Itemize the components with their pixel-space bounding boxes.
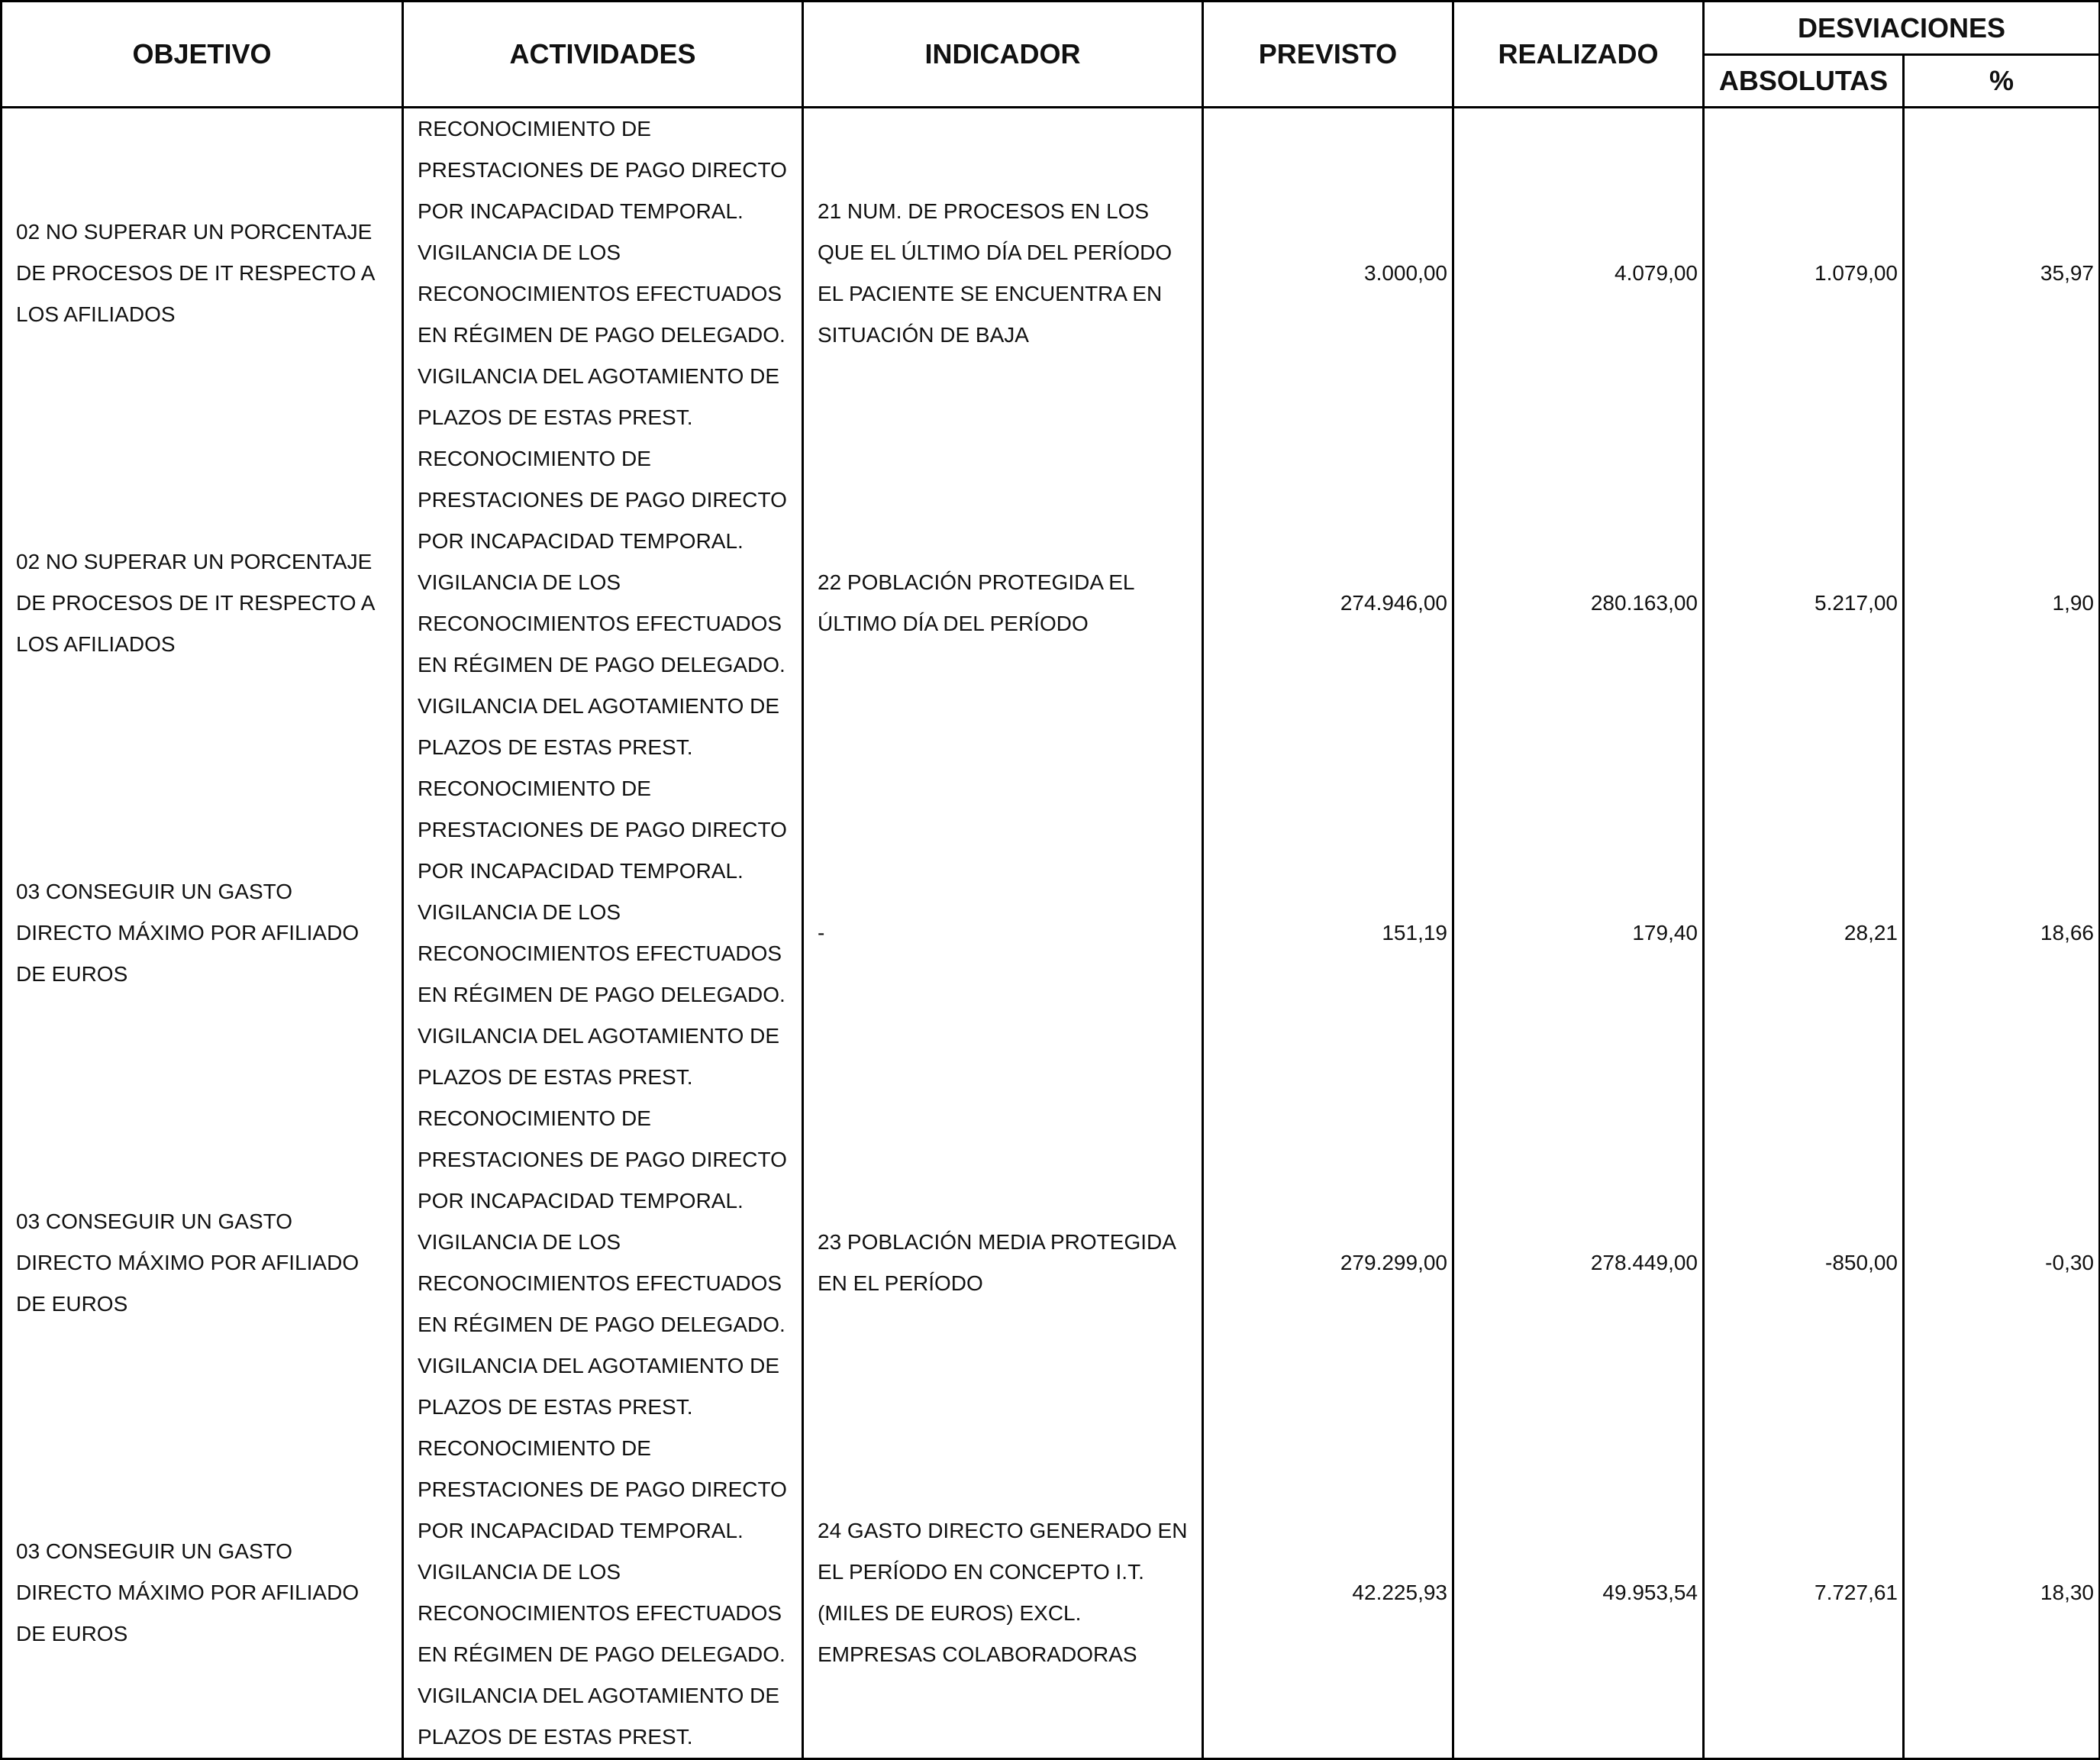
header-previsto: PREVISTO bbox=[1203, 2, 1453, 108]
cell-realizado: 278.449,00 bbox=[1453, 1098, 1704, 1428]
cell-objetivo: 02 NO SUPERAR UN PORCENTAJE DE PROCESOS DE IT RESPECTO A LOS AFILIADOS bbox=[2, 438, 403, 768]
cell-objetivo: 03 CONSEGUIR UN GASTO DIRECTO MÁXIMO POR AFILIADO DE EUROS bbox=[2, 1428, 403, 1759]
cell-indicador: 23 POBLACIÓN MEDIA PROTEGIDA EN EL PERÍODO bbox=[803, 1098, 1203, 1428]
cell-porcentaje: -0,30 bbox=[1904, 1098, 2100, 1428]
cell-porcentaje: 1,90 bbox=[1904, 438, 2100, 768]
cell-absolutas: 1.079,00 bbox=[1704, 108, 1904, 439]
header-desviaciones: DESVIACIONES bbox=[1704, 2, 2100, 55]
table-row bbox=[2, 768, 2100, 1098]
cell-absolutas: -850,00 bbox=[1704, 1098, 1904, 1428]
cell-realizado: 280.163,00 bbox=[1453, 438, 1704, 768]
cell-previsto: 274.946,00 bbox=[1203, 438, 1453, 768]
header-porcentaje: % bbox=[1904, 55, 2100, 108]
header-row-top bbox=[2, 2, 2100, 55]
cell-realizado: 179,40 bbox=[1453, 768, 1704, 1098]
cell-actividades: RECONOCIMIENTO DE PRESTACIONES DE PAGO DIRECTO POR INCAPACIDAD TEMPORAL. VIGILANCIA DE LOS RECONOCIMIENTOS EFECTUADOS EN RÉGIMEN DE PAGO DELEGADO. VIGILANCIA DEL AGOTAMIENTO DE PLAZOS DE ESTAS PREST. bbox=[403, 1428, 803, 1759]
cell-objetivo: 03 CONSEGUIR UN GASTO DIRECTO MÁXIMO POR AFILIADO DE EUROS bbox=[2, 1098, 403, 1428]
cell-realizado: 4.079,00 bbox=[1453, 108, 1704, 439]
cell-objetivo: 03 CONSEGUIR UN GASTO DIRECTO MÁXIMO POR AFILIADO DE EUROS bbox=[2, 768, 403, 1098]
cell-porcentaje: 18,30 bbox=[1904, 1428, 2100, 1759]
cell-actividades: RECONOCIMIENTO DE PRESTACIONES DE PAGO DIRECTO POR INCAPACIDAD TEMPORAL. VIGILANCIA DE LOS RECONOCIMIENTOS EFECTUADOS EN RÉGIMEN DE PAGO DELEGADO. VIGILANCIA DEL AGOTAMIENTO DE PLAZOS DE ESTAS PREST. bbox=[403, 768, 803, 1098]
header-objetivo: OBJETIVO bbox=[2, 2, 403, 108]
cell-absolutas: 28,21 bbox=[1704, 768, 1904, 1098]
cell-actividades: RECONOCIMIENTO DE PRESTACIONES DE PAGO DIRECTO POR INCAPACIDAD TEMPORAL. VIGILANCIA DE LOS RECONOCIMIENTOS EFECTUADOS EN RÉGIMEN DE PAGO DELEGADO. VIGILANCIA DEL AGOTAMIENTO DE PLAZOS DE ESTAS PREST. bbox=[403, 438, 803, 768]
header-actividades: ACTIVIDADES bbox=[403, 2, 803, 108]
cell-previsto: 279.299,00 bbox=[1203, 1098, 1453, 1428]
table-row bbox=[2, 438, 2100, 768]
cell-previsto: 151,19 bbox=[1203, 768, 1453, 1098]
table-row bbox=[2, 1428, 2100, 1759]
cell-absolutas: 5.217,00 bbox=[1704, 438, 1904, 768]
cell-absolutas: 7.727,61 bbox=[1704, 1428, 1904, 1759]
cell-indicador: 24 GASTO DIRECTO GENERADO EN EL PERÍODO EN CONCEPTO I.T.(MILES DE EUROS) EXCL. EMPRESAS COLABORADORAS bbox=[803, 1428, 1203, 1759]
header-absolutas: ABSOLUTAS bbox=[1704, 55, 1904, 108]
cell-objetivo: 02 NO SUPERAR UN PORCENTAJE DE PROCESOS DE IT RESPECTO A LOS AFILIADOS bbox=[2, 108, 403, 439]
cell-realizado: 49.953,54 bbox=[1453, 1428, 1704, 1759]
header-indicador: INDICADOR bbox=[803, 2, 1203, 108]
header-realizado: REALIZADO bbox=[1453, 2, 1704, 108]
cell-porcentaje: 35,97 bbox=[1904, 108, 2100, 439]
table-row bbox=[2, 108, 2100, 439]
cell-porcentaje: 18,66 bbox=[1904, 768, 2100, 1098]
cell-actividades: RECONOCIMIENTO DE PRESTACIONES DE PAGO DIRECTO POR INCAPACIDAD TEMPORAL. VIGILANCIA DE LOS RECONOCIMIENTOS EFECTUADOS EN RÉGIMEN DE PAGO DELEGADO. VIGILANCIA DEL AGOTAMIENTO DE PLAZOS DE ESTAS PREST. bbox=[403, 1098, 803, 1428]
cell-previsto: 42.225,93 bbox=[1203, 1428, 1453, 1759]
cell-indicador: 21 NUM. DE PROCESOS EN LOS QUE EL ÚLTIMO DÍA DEL PERÍODO EL PACIENTE SE ENCUENTRA EN SITUACIÓN DE BAJA bbox=[803, 108, 1203, 439]
cell-previsto: 3.000,00 bbox=[1203, 108, 1453, 439]
cell-actividades: RECONOCIMIENTO DE PRESTACIONES DE PAGO DIRECTO POR INCAPACIDAD TEMPORAL. VIGILANCIA DE LOS RECONOCIMIENTOS EFECTUADOS EN RÉGIMEN DE PAGO DELEGADO. VIGILANCIA DEL AGOTAMIENTO DE PLAZOS DE ESTAS PREST. bbox=[403, 108, 803, 439]
cell-indicador: - bbox=[803, 768, 1203, 1098]
table-row bbox=[2, 1098, 2100, 1428]
cell-indicador: 22 POBLACIÓN PROTEGIDA EL ÚLTIMO DÍA DEL PERÍODO bbox=[803, 438, 1203, 768]
